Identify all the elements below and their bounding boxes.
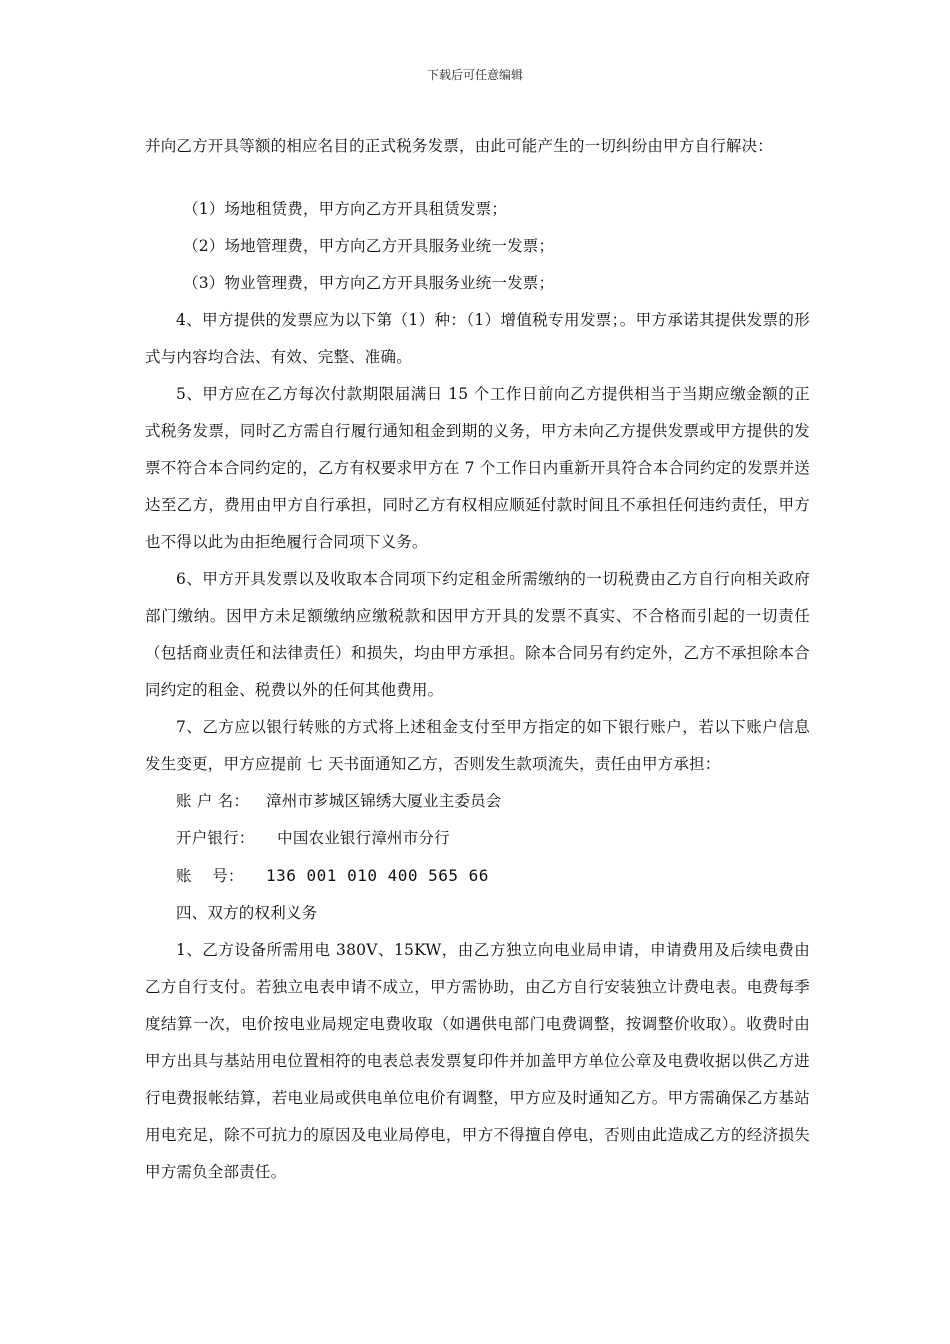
paragraph-clause-6: 6、甲方开具发票以及收取本合同项下约定租金所需缴纳的一切税费由乙方自行向相关政府部门缴纳。因甲方未足额缴纳应缴税款和因甲方开具的发票不真实、不合格而引起的一切责任（包括商业责任和法律责任）和损失，均由甲方承担。除本合同另有约定外，乙方不承担除本合同约定的租金、税费以外的任何其他费用。 bbox=[145, 570, 810, 699]
list-item-venue-rent: （1）场地租赁费，甲方向乙方开具租赁发票； bbox=[183, 200, 508, 218]
section-heading-rights-obligations: 四、双方的权利义务 bbox=[176, 904, 318, 922]
account-name-row bbox=[145, 783, 810, 820]
account-bank-row bbox=[145, 820, 810, 857]
account-bank-label: 开户银行： bbox=[176, 829, 255, 847]
paragraph-clause-4: 4、甲方提供的发票应为以下第（1）种：（1）增值税专用发票；。甲方承诺其提供发票的形式与内容均合法、有效、完整、准确。 bbox=[145, 311, 810, 366]
list-item-property-management: （3）物业管理费，甲方向乙方开具服务业统一发票； bbox=[183, 274, 555, 292]
account-number-row bbox=[145, 857, 810, 895]
document-body bbox=[145, 128, 810, 1191]
account-name-label: 账 户 名： bbox=[176, 792, 250, 810]
page-header-note: 下载后可任意编辑 bbox=[426, 68, 523, 82]
paragraph-clause-5: 5、甲方应在乙方每次付款期限届满日 15 个工作日前向乙方提供相当于当期应缴金额的正式税务发票，同时乙方需自行履行通知租金到期的义务，甲方未向乙方提供发票或甲方提供的发票不符合本合同约定的，乙方有权要求甲方在 7 个工作日内重新开具符合本合同约定的发票并送达至乙方，费用由甲方自行承担，同时乙方有权相应顺延付款时间且不承担任何违约责任，甲方也不得以此为由拒绝履行合同项下义务。 bbox=[145, 385, 810, 551]
account-number-value: 136 001 010 400 565 66 bbox=[266, 866, 489, 885]
account-bank-value: 中国农业银行漳州市分行 bbox=[272, 829, 450, 847]
paragraph-section4-clause-1: 1、乙方设备所需用电 380V、15KW，由乙方独立向电业局申请，申请费用及后续电费由乙方自行支付。若独立电表申请不成立，甲方需协助，由乙方自行安装独立计费电表。电费每季度结算一次，电价按电业局规定电费收取（如遇供电部门电费调整，按调整价收取）。收费时由甲方出具与基站用电位置相符的电表总表发票复印件并加盖甲方单位公章及电费收据以供乙方进行电费报帐结算，若电业局或供电单位电价有调整，甲方应及时通知乙方。甲方需确保乙方基站用电充足，除不可抗力的原因及电业局停电，甲方不得擅自停电，否则由此造成乙方的经济损失甲方需负全部责任。 bbox=[145, 941, 810, 1181]
paragraph-clause-7: 7、乙方应以银行转账的方式将上述租金支付至甲方指定的如下银行账户，若以下账户信息发生变更，甲方应提前 七 天书面通知乙方，否则发生款项流失，责任由甲方承担： bbox=[145, 718, 810, 773]
paragraph-invoice-intro: 并向乙方开具等额的相应名目的正式税务发票，由此可能产生的一切纠纷由甲方自行解决： bbox=[145, 137, 774, 155]
list-item-venue-management: （2）场地管理费，甲方向乙方开具服务业统一发票； bbox=[183, 237, 555, 255]
account-number-label: 账 号： bbox=[176, 867, 244, 885]
account-name-value: 漳州市芗城区锦绣大厦业主委员会 bbox=[266, 792, 502, 810]
